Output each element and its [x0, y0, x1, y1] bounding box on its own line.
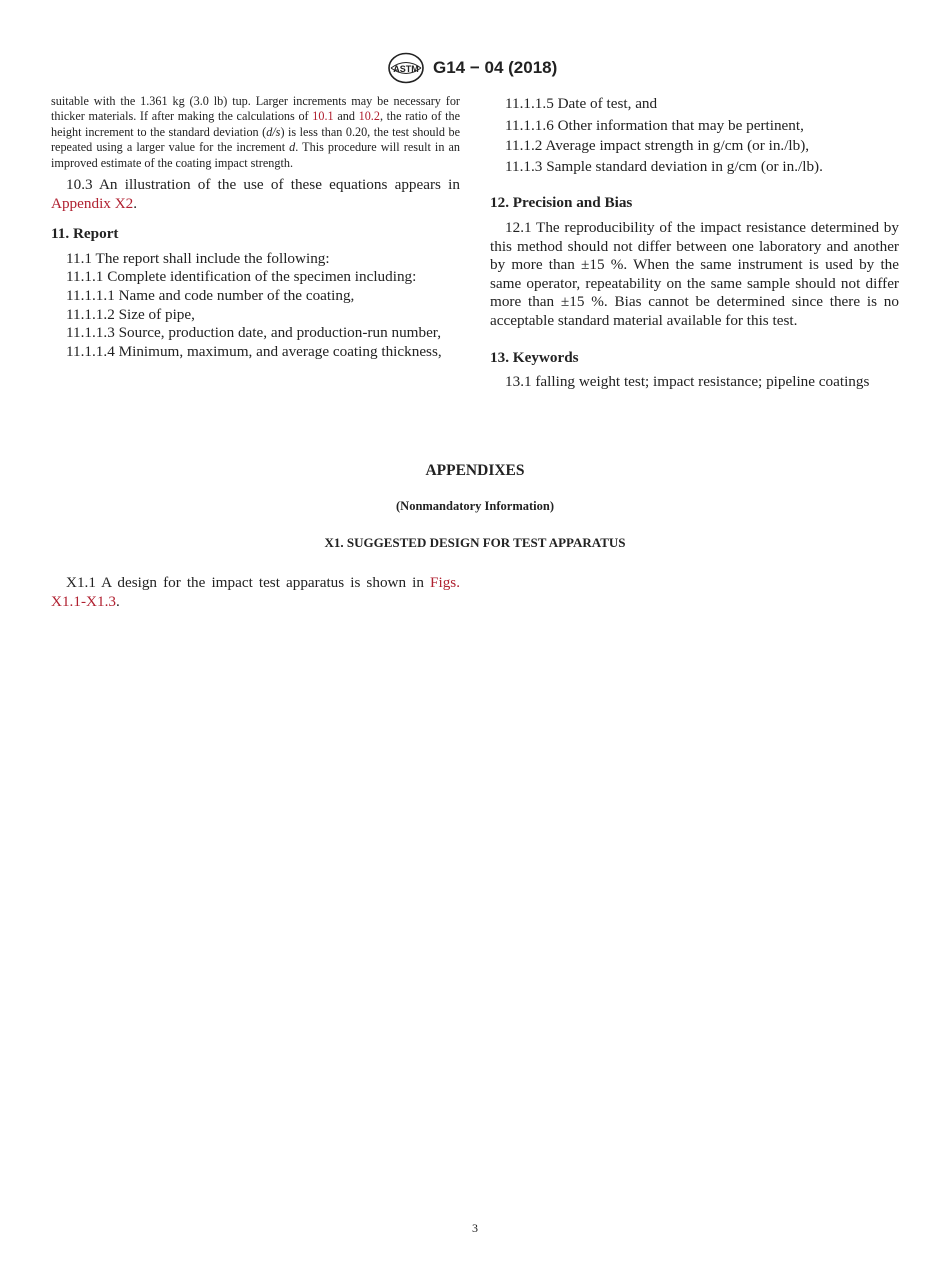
paragraph-11-1-1-2: 11.1.1.2 Size of pipe, — [66, 305, 195, 323]
paragraph-11-1-1-3: 11.1.1.3 Source, production date, and production-run number, — [66, 324, 442, 342]
link-figs-x1[interactable]: Figs. X1.1-X1.3 — [51, 574, 460, 610]
section-heading-precision-bias: 12. Precision and Bias — [490, 194, 633, 212]
right-column — [490, 94, 899, 392]
astm-logo-icon — [387, 52, 425, 84]
appendixes-title: APPENDIXES — [425, 462, 525, 479]
astm-logo-text: ASTM — [393, 64, 419, 74]
paragraph-12-1: 12.1 The reproducibility of the impact resistance determined by this method should not differ between one laboratory and another by more than ±15 %. When the same instrument is used by the same operator, repeatability on the same sample should not differ more than ±15 %. Bias cannot be determined since there is no acceptable standard material available for this test. — [490, 218, 899, 329]
link-appendix-x2[interactable]: Appendix X2 — [51, 194, 134, 212]
appendix-x1-title: X1. SUGGESTED DESIGN FOR TEST APPARATUS — [324, 535, 626, 550]
link-10-1[interactable]: 10.1 — [312, 109, 334, 124]
left-column — [51, 94, 460, 361]
standard-designation: G14 − 04 (2018) — [433, 58, 558, 77]
section-heading-report: 11. Report — [51, 225, 119, 243]
section-heading-keywords: 13. Keywords — [490, 348, 579, 366]
appendixes-subtitle: (Nonmandatory Information) — [396, 499, 554, 513]
paragraph-13-1: 13.1 falling weight test; impact resistance; pipeline coatings — [505, 373, 870, 391]
link-10-2[interactable]: 10.2 — [358, 109, 380, 124]
page-number: 3 — [472, 1221, 478, 1235]
paragraph-11-1: 11.1 The report shall include the following: — [66, 249, 330, 267]
paragraph-10-2-continued: suitable with the 1.361 kg (3.0 lb) tup. Larger increments may be necessary for thicker materials. If after making the calculations of 10.1 and 10.2, the ratio of the height increment to the standard deviation (d/s) is less than 0.20, the test should be repeated using a larger value for the increment d. This procedure will result in an improved estimate of the coating impact strength. — [51, 94, 460, 170]
paragraph-x1-1: X1.1 A design for the impact test apparatus is shown in Figs. X1.1-X1.3. — [51, 574, 460, 610]
paragraph-11-1-3: 11.1.3 Sample standard deviation in g/cm (or in./lb). — [505, 157, 823, 175]
appendix-x1-body — [51, 574, 460, 611]
paragraph-11-1-1-1: 11.1.1.1 Name and code number of the coating, — [66, 287, 355, 304]
paragraph-11-1-1-4: 11.1.1.4 Minimum, maximum, and average coating thickness, — [66, 342, 442, 360]
paragraph-10-3: 10.3 An illustration of the use of these equations appears in Appendix X2. — [51, 176, 460, 212]
paragraph-11-1-1-5: 11.1.1.5 Date of test, and — [505, 95, 658, 112]
paragraph-11-1-1-6: 11.1.1.6 Other information that may be pertinent, — [505, 116, 804, 134]
page-header — [0, 52, 950, 86]
paragraph-11-1-1: 11.1.1 Complete identification of the specimen including: — [66, 268, 417, 286]
paragraph-11-1-2: 11.1.2 Average impact strength in g/cm (or in./lb), — [505, 137, 810, 155]
